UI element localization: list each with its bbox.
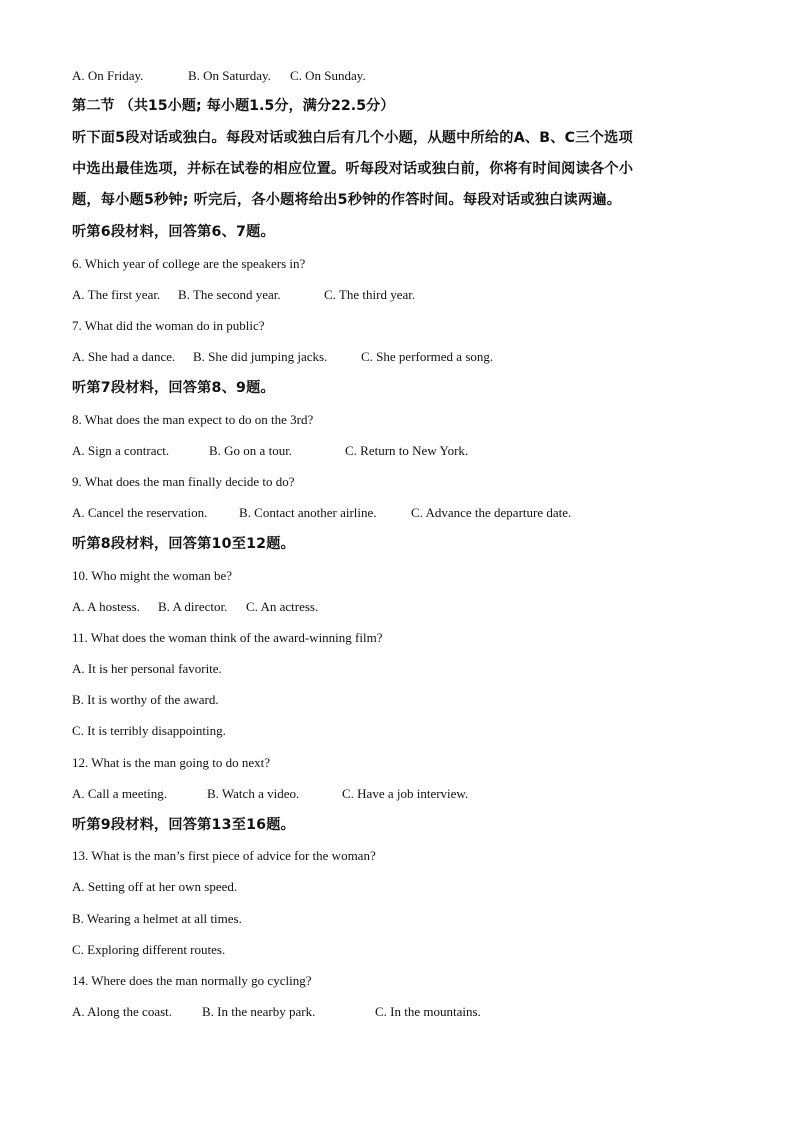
option-b: B. In the nearby park. xyxy=(202,1004,316,1019)
option-c: C. The third year. xyxy=(324,287,416,302)
question: 12. What is the man going to do next? xyxy=(72,755,270,770)
option-a: A. The first year. xyxy=(72,287,161,302)
option-b: B. A director. xyxy=(158,599,228,614)
option-c: C. Return to New York. xyxy=(345,443,469,458)
option-c: C. Exploring different routes. xyxy=(72,942,226,957)
option-b: B. It is worthy of the award. xyxy=(72,692,219,707)
option-a: A. A hostess. xyxy=(72,599,140,614)
option-c: C. It is terribly disappointing. xyxy=(72,723,226,738)
option-c: C. Have a job interview. xyxy=(342,786,469,801)
option-c: C. Advance the departure date. xyxy=(411,505,572,520)
instruction-line-2: 中选出最佳选项，并标在试卷的相应位置。听每段对话或独白前，你将有时间阅读各个小 xyxy=(72,161,634,177)
passage-heading: 听第8段材料，回答第10至12题。 xyxy=(72,536,296,552)
passage-heading: 听第9段材料，回答第13至16题。 xyxy=(72,817,296,833)
instruction-line-1: 听下面5段对话或独白。每段对话或独白后有几个小题，从题中所给的A、B、C三个选项 xyxy=(72,130,633,146)
option-b: B. Wearing a helmet at all times. xyxy=(72,911,242,926)
option-a: A. Setting off at her own speed. xyxy=(72,879,238,894)
option-a: A. Along the coast. xyxy=(72,1004,173,1019)
option-b: B. She did jumping jacks. xyxy=(193,349,328,364)
option-c: C. On Sunday. xyxy=(290,68,366,83)
option-a: A. Cancel the reservation. xyxy=(72,505,208,520)
option-a: A. Call a meeting. xyxy=(72,786,167,801)
option-c: C. She performed a song. xyxy=(361,349,494,364)
option-c: C. In the mountains. xyxy=(375,1004,481,1019)
question: 13. What is the man’s first piece of advice for the woman? xyxy=(72,848,376,863)
option-a: A. Sign a contract. xyxy=(72,443,170,458)
section-heading: 第二节 （共15小题; 每小题1.5分，满分22.5分） xyxy=(72,98,395,114)
question: 9. What does the man finally decide to do? xyxy=(72,474,295,489)
option-c: C. An actress. xyxy=(246,599,319,614)
option-b: B. Contact another airline. xyxy=(239,505,377,520)
option-a: A. On Friday. xyxy=(72,68,144,83)
option-b: B. On Saturday. xyxy=(188,68,271,83)
passage-heading: 听第6段材料，回答第6、7题。 xyxy=(72,224,275,240)
option-a: A. It is her personal favorite. xyxy=(72,661,222,676)
question: 10. Who might the woman be? xyxy=(72,568,233,583)
instruction-line-3: 题，每小题5秒钟; 听完后，各小题将给出5秒钟的作答时间。每段对话或独白读两遍。 xyxy=(72,192,622,208)
question: 11. What does the woman think of the award-winning film? xyxy=(72,630,383,645)
question: 8. What does the man expect to do on the 3rd? xyxy=(72,412,314,427)
option-b: B. The second year. xyxy=(178,287,281,302)
option-a: A. She had a dance. xyxy=(72,349,176,364)
passage-heading: 听第7段材料，回答第8、9题。 xyxy=(72,380,275,396)
option-b: B. Go on a tour. xyxy=(209,443,293,458)
question: 7. What did the woman do in public? xyxy=(72,318,265,333)
option-b: B. Watch a video. xyxy=(207,786,300,801)
question: 14. Where does the man normally go cycling? xyxy=(72,973,312,988)
question: 6. Which year of college are the speakers in? xyxy=(72,256,306,271)
